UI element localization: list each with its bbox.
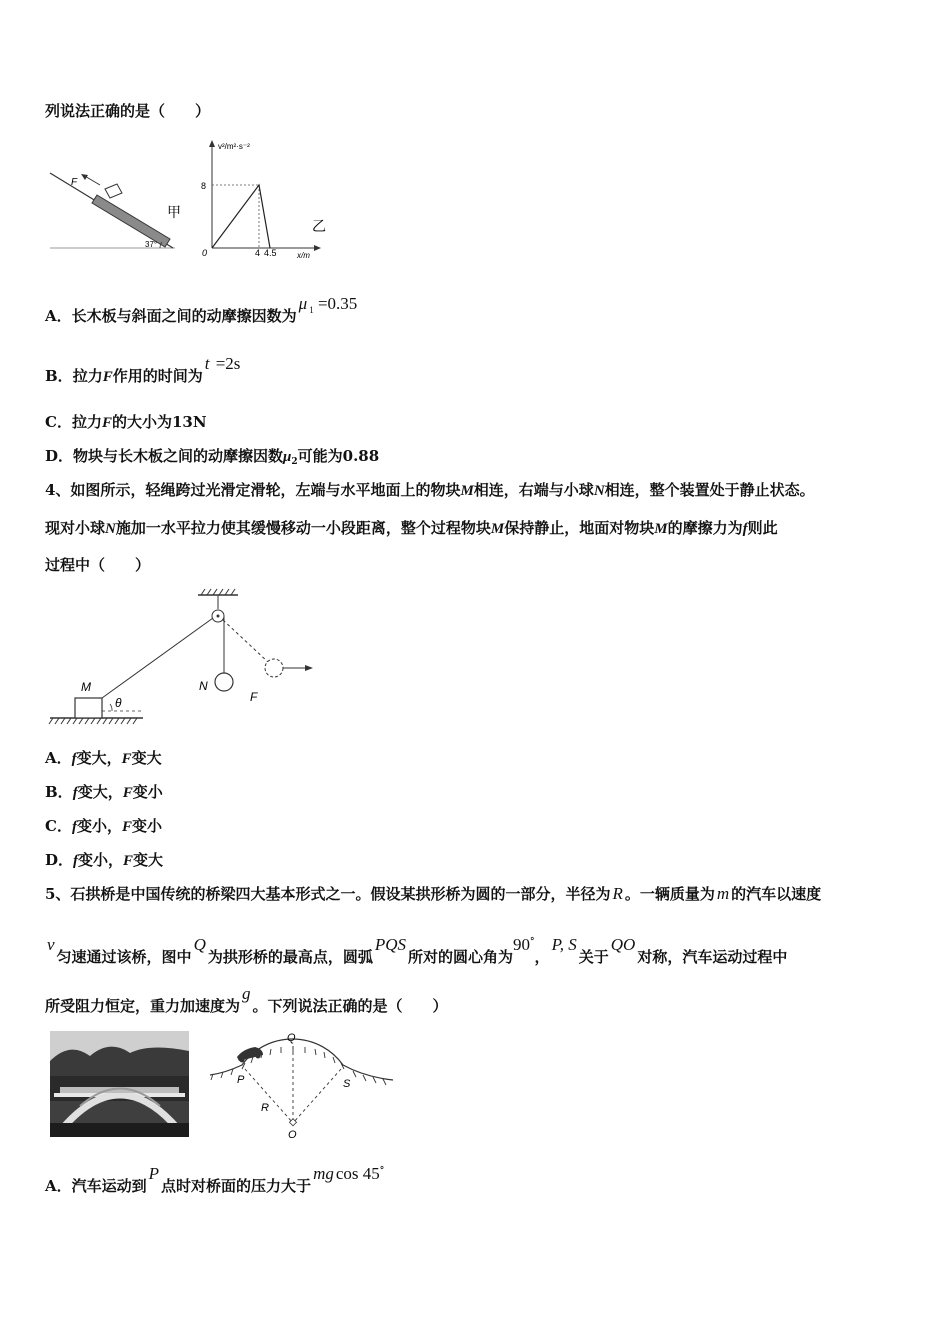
q4-option-a[interactable]: A．f变大，F变大 bbox=[45, 749, 162, 767]
q3-graph-xtick-1: 4 bbox=[255, 248, 261, 258]
q3-force-label: F bbox=[71, 177, 78, 188]
label-r: R bbox=[261, 1102, 269, 1114]
option-label: D． bbox=[45, 447, 74, 465]
q3-option-d[interactable]: D．物块与长木板之间的动摩擦因数$\mu_2$可能为0.88 bbox=[45, 447, 380, 467]
q4-figure bbox=[45, 585, 325, 735]
q4-stem-line-1: 4、如图所示，轻绳跨过光滑定滑轮，左端与水平地面上的物块M相连，右端与小球N相连，整个装置处于静止状态。 bbox=[45, 481, 815, 499]
q4-option-b[interactable]: B．f变大，F变小 bbox=[45, 783, 163, 801]
q5-option-a[interactable]: A．汽车运动到P点时对桥面的压力大于mg cos 45° bbox=[45, 1164, 385, 1195]
q3-graph-xtick-2: 4.5 bbox=[264, 248, 277, 258]
q3-figure-jia bbox=[45, 165, 195, 260]
q3-jia-label: 甲 bbox=[167, 204, 181, 220]
q5-stem-line-3: 所受阻力恒定，重力加速度为g。下列说法正确的是（ ） bbox=[45, 984, 448, 1015]
option-label: A． bbox=[45, 307, 72, 325]
q3-figure-yi bbox=[200, 133, 340, 263]
label-theta: θ bbox=[115, 696, 122, 710]
q5-stem-line-1: 5、石拱桥是中国传统的桥梁四大基本形式之一。假设某拱形桥为圆的一部分，半径为 R 。一辆质量为 m 的汽车以速度 bbox=[45, 884, 822, 903]
label-o: O bbox=[288, 1129, 297, 1141]
label-p: P bbox=[237, 1074, 245, 1086]
q3-graph-xlabel: x/m bbox=[297, 251, 310, 260]
label-s: S bbox=[343, 1078, 351, 1090]
q4-stem-line-3: 过程中（ ） bbox=[45, 556, 151, 574]
q4-stem-line-2: 现对小球N施加一水平拉力使其缓慢移动一小段距离，整个过程物块M保持静止，地面对物块M的摩擦力为f则此 bbox=[45, 519, 778, 537]
label-n: N bbox=[199, 679, 208, 693]
q5-stem-line-2: v匀速通过该桥，图中Q为拱形桥的最高点，圆弧PQS所对的圆心角为90°，P, S关于QO对称，汽车运动过程中 bbox=[47, 935, 788, 966]
q3-angle-label: 37° bbox=[145, 240, 158, 249]
q3-graph-ylabel: v²/m²·s⁻² bbox=[218, 142, 250, 151]
label-m: M bbox=[81, 680, 91, 694]
q3-option-c[interactable]: C．拉力F的大小为13N bbox=[45, 413, 207, 431]
q5-bridge-photo bbox=[50, 1031, 189, 1137]
q3-stem-tail: 列说法正确的是（ ） bbox=[45, 102, 211, 120]
label-q: Q bbox=[287, 1032, 296, 1044]
q5-arc-figure bbox=[205, 1025, 400, 1143]
q3-yi-label: 乙 bbox=[312, 218, 326, 234]
option-label: A． bbox=[45, 1177, 72, 1195]
q3-option-b[interactable]: B．拉力F作用的时间为t =2s bbox=[45, 354, 241, 385]
q3-option-a[interactable]: A．长木板与斜面之间的动摩擦因数为μ $^1$ =0.35 bbox=[45, 294, 358, 325]
q3-graph-ytick: 8 bbox=[201, 181, 207, 191]
ball-n bbox=[215, 673, 233, 691]
q3-graph-origin: 0 bbox=[202, 248, 208, 258]
q4-option-d[interactable]: D．f变小，F变大 bbox=[45, 851, 164, 869]
option-label: B． bbox=[45, 367, 73, 385]
block-m bbox=[75, 698, 102, 718]
q4-option-c[interactable]: C．f变小，F变小 bbox=[45, 817, 162, 835]
option-label: C． bbox=[45, 413, 72, 431]
label-f: F bbox=[250, 690, 258, 704]
